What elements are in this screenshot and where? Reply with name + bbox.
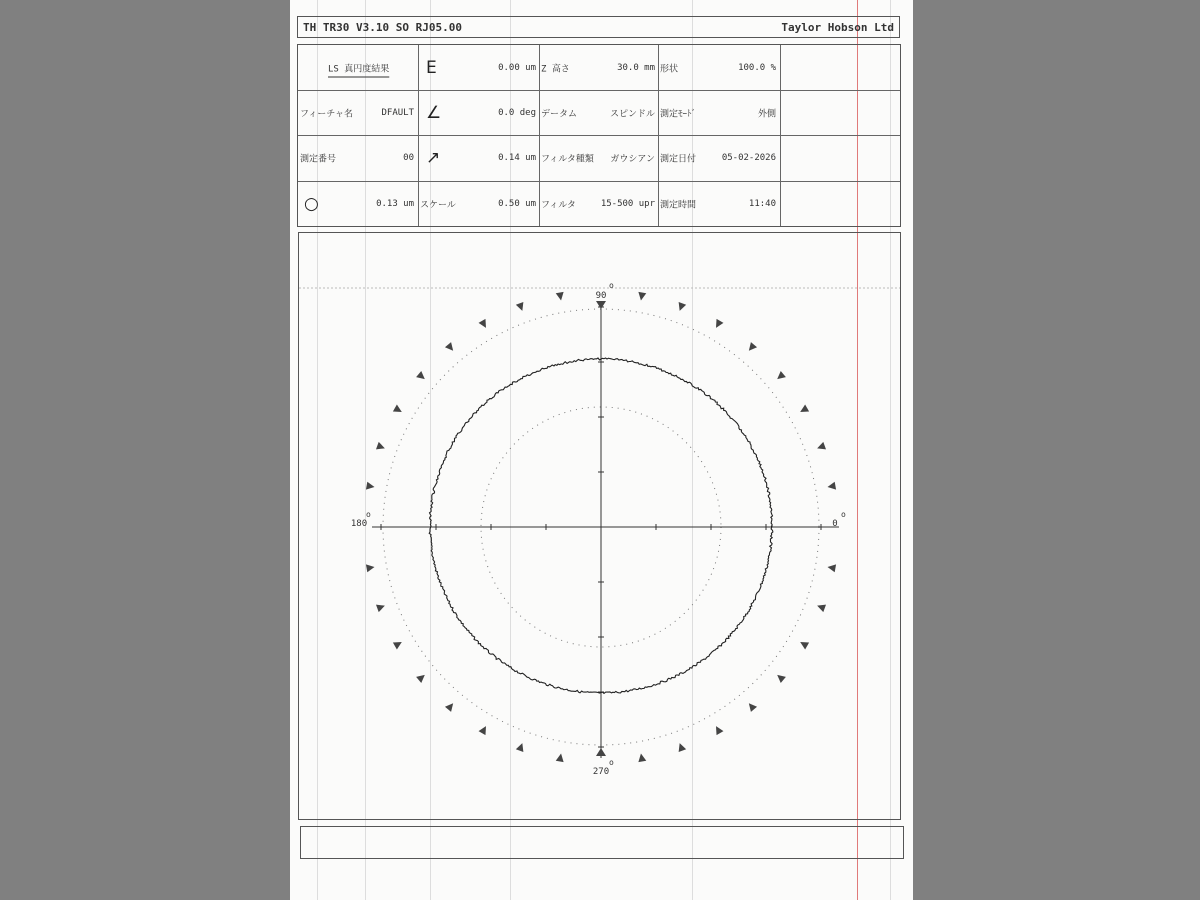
angle-label-270: 270 — [592, 767, 610, 777]
angle-label-180: 180 — [350, 519, 368, 529]
polar-plot — [299, 233, 900, 819]
datum-value: スピンドル — [609, 109, 655, 119]
feature-label: フィーチャ名 — [300, 109, 354, 119]
degree-mark-bottom: o — [609, 758, 614, 767]
angle-marker-icon — [679, 743, 687, 752]
angle-marker-icon — [556, 292, 564, 301]
filter-value: 15-500 upr — [600, 198, 655, 209]
date-value: 05-02-2026 — [721, 152, 776, 163]
angle-marker-icon — [817, 605, 826, 613]
degree-mark-top: o — [609, 281, 614, 290]
angle-marker-icon — [800, 405, 809, 412]
time-value: 11:40 — [748, 198, 776, 209]
angle-marker-icon — [638, 292, 646, 301]
z-height-label: Z 高さ — [541, 64, 570, 74]
angle-marker-icon — [556, 754, 564, 763]
date-label: 測定日付 — [660, 154, 697, 164]
angle-marker-icon — [445, 703, 453, 712]
angle-marker-icon — [638, 754, 646, 763]
angle-marker-icon — [716, 726, 723, 735]
angle-marker-icon — [679, 302, 687, 311]
filter-label: フィルタ — [541, 200, 576, 210]
angle-marker-icon — [416, 371, 425, 379]
form-value: 100.0 % — [738, 62, 776, 73]
polar-plot-frame — [298, 232, 901, 820]
scale-label: スケール — [420, 200, 456, 210]
angle-marker-icon — [479, 319, 486, 328]
printout-page — [290, 0, 913, 900]
angle-marker-icon — [516, 743, 524, 752]
angle-marker-icon — [777, 371, 786, 379]
degree-mark-left: o — [366, 510, 371, 519]
angle-marker-icon — [393, 405, 402, 412]
top-pointer-icon — [596, 301, 606, 309]
filter-type-label: フィルタ種類 — [541, 154, 594, 164]
results-row-1 — [298, 45, 900, 90]
angle-marker-icon — [749, 342, 757, 351]
form-label: 形状 — [660, 64, 679, 74]
feature-value: DFAULT — [381, 107, 414, 118]
mode-value: 外側 — [757, 109, 776, 119]
results-row-2 — [298, 90, 900, 135]
angle-marker-icon — [749, 703, 757, 712]
results-title: LS 真円度結果 — [328, 64, 390, 74]
angle-marker-icon — [716, 319, 723, 328]
angle-marker-icon — [366, 482, 375, 490]
angle-label-0: 0 — [832, 519, 838, 529]
instrument-id: TH TR30 V3.10 SO RJ05.00 — [303, 20, 462, 34]
degree-mark-right: o — [841, 510, 846, 519]
angle-marker-icon — [479, 726, 486, 735]
runout-arrow-icon: ↗ — [426, 147, 441, 168]
angle-marker-icon — [817, 442, 826, 450]
angle-marker-icon — [445, 342, 453, 351]
measurement-number-label: 測定番号 — [300, 154, 337, 164]
angle-label-90: 90 — [595, 291, 607, 301]
roundness-value: 0.13 um — [376, 198, 414, 209]
filter-type-value: ガウシアン — [610, 154, 655, 164]
mode-label: 測定ﾓｰﾄﾞ — [660, 109, 697, 119]
roundness-icon: ○ — [304, 193, 319, 214]
results-table — [297, 44, 901, 227]
angle-marker-icon — [828, 482, 837, 490]
angle-marker-icon — [393, 642, 402, 649]
angle-marker-icon — [416, 675, 425, 683]
report-header — [297, 16, 900, 38]
results-row-3 — [298, 135, 900, 180]
angle-marker-icon — [376, 605, 385, 613]
angle-marker-icon — [366, 564, 375, 572]
runout-value: 0.14 um — [498, 152, 536, 163]
scale-value: 0.50 um — [498, 198, 536, 209]
comment-box — [300, 826, 904, 859]
angle-icon: ∠ — [426, 102, 442, 123]
bottom-pointer-icon — [596, 748, 606, 756]
angle-marker-icon — [516, 302, 524, 311]
angle-marker-icon — [376, 442, 385, 450]
flatness-value: 0.00 um — [498, 62, 536, 73]
flatness-icon: E — [426, 57, 437, 78]
time-label: 測定時間 — [660, 200, 697, 210]
results-row-4 — [298, 181, 900, 226]
angle-marker-icon — [777, 675, 786, 683]
measurement-number-value: 00 — [403, 152, 414, 163]
z-height-value: 30.0 mm — [617, 62, 655, 73]
angle-marker-icon — [800, 642, 809, 649]
angle-value: 0.0 deg — [498, 107, 536, 118]
manufacturer: Taylor Hobson Ltd — [781, 20, 894, 34]
datum-label: データム — [541, 109, 578, 119]
angle-marker-icon — [828, 564, 837, 572]
